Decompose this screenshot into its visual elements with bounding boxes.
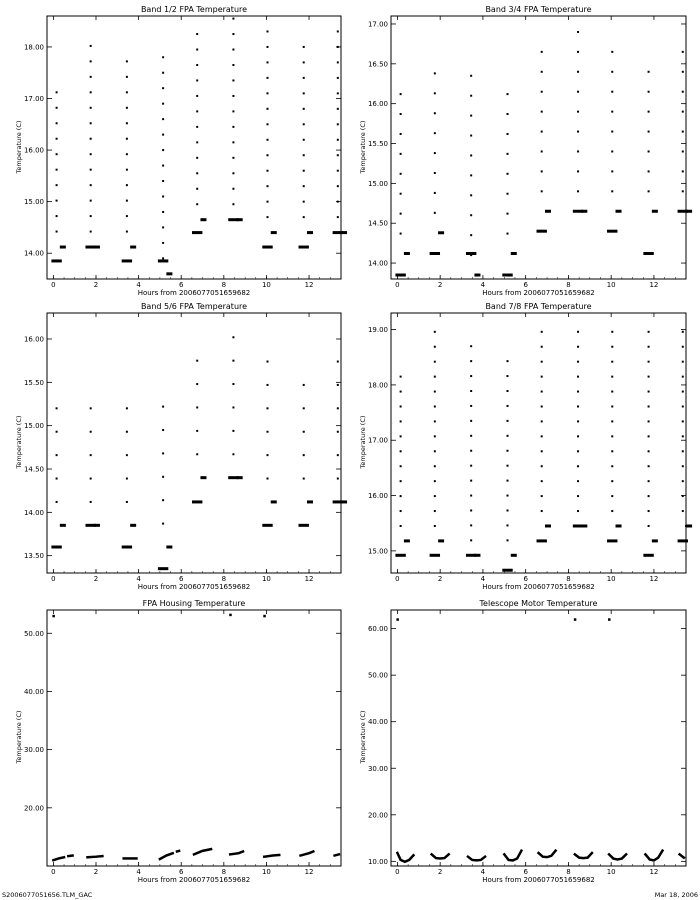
x-tick-label: 12 [304, 281, 314, 289]
x-tick-label: 6 [178, 281, 184, 289]
x-tick-label: 8 [566, 281, 571, 289]
data-line [680, 854, 684, 857]
x-tick-label: 2 [437, 575, 443, 583]
y-tick-label: 40.00 [23, 687, 44, 696]
y-tick-label: 50.00 [23, 629, 44, 638]
y-tick-label: 16.50 [367, 60, 388, 69]
x-axis-label: Hours from 2006077051659682 [137, 876, 251, 884]
y-tick-label: 18.00 [367, 381, 388, 390]
footer-filename: S2006077051656.TLM_GAC [2, 891, 93, 899]
x-tick-label: 8 [221, 281, 227, 289]
data-line [397, 853, 413, 862]
x-axis-label: Hours from 2006077051659682 [482, 876, 595, 884]
x-tick-label: 0 [395, 868, 400, 876]
x-axis-label: Hours from 2006077051659682 [137, 289, 251, 297]
data-point [574, 618, 577, 621]
y-tick-label: 14.00 [367, 259, 388, 268]
x-tick-label: 10 [606, 868, 616, 876]
y-tick-label: 15.00 [367, 547, 388, 556]
x-tick-label: 10 [606, 281, 616, 289]
x-tick-label: 4 [480, 281, 486, 289]
data-line [645, 851, 662, 861]
y-tick-label: 13.50 [23, 552, 44, 561]
x-tick-label: 10 [261, 868, 271, 876]
chart-title: FPA Housing Temperature [142, 599, 246, 608]
y-tick-label: 50.00 [367, 671, 388, 680]
data-point [396, 618, 399, 621]
y-axis-label: Temperature (C) [15, 710, 23, 764]
x-tick-label: 10 [261, 575, 271, 583]
y-tick-label: 15.00 [23, 198, 44, 207]
y-tick-label: 30.00 [367, 764, 388, 773]
x-tick-label: 4 [136, 281, 141, 289]
x-tick-label: 10 [606, 575, 616, 583]
y-tick-label: 14.50 [23, 465, 44, 474]
y-tick-label: 15.50 [23, 378, 44, 387]
y-tick-label: 15.50 [367, 140, 388, 149]
x-tick-label: 8 [566, 868, 571, 876]
y-tick-label: 60.00 [367, 625, 388, 634]
x-tick-label: 8 [221, 575, 227, 583]
y-tick-label: 10.00 [367, 857, 388, 866]
x-tick-label: 0 [395, 281, 400, 289]
y-tick-label: 14.00 [23, 508, 44, 517]
plot-frame [391, 610, 686, 866]
data-line [468, 857, 485, 861]
y-tick-label: 20.00 [367, 811, 388, 820]
data-line [609, 854, 626, 859]
x-axis-label: Hours from 2006077051659682 [482, 289, 595, 297]
x-tick-label: 6 [178, 868, 184, 876]
y-tick-label: 15.00 [23, 422, 44, 431]
data-point [608, 618, 611, 621]
x-tick-label: 0 [51, 281, 56, 289]
x-tick-label: 6 [178, 575, 184, 583]
x-tick-label: 0 [395, 575, 400, 583]
chart-title: Band 3/4 FPA Temperature [485, 5, 592, 14]
y-tick-label: 16.00 [23, 335, 44, 344]
y-tick-label: 16.00 [23, 146, 44, 155]
x-tick-label: 0 [51, 868, 56, 876]
y-tick-label: 14.50 [367, 219, 388, 228]
x-tick-label: 4 [136, 868, 141, 876]
y-tick-label: 18.00 [23, 43, 44, 52]
y-tick-label: 15.00 [367, 179, 388, 188]
x-tick-label: 8 [566, 575, 571, 583]
data-line [432, 854, 449, 858]
footer-date: Mar 18, 2006 [654, 891, 698, 899]
chart-title: Band 1/2 FPA Temperature [140, 5, 248, 14]
y-axis-label: Temperature (C) [15, 120, 23, 173]
x-tick-label: 12 [649, 868, 659, 876]
x-tick-label: 0 [51, 575, 56, 583]
data-line [504, 851, 521, 861]
x-tick-label: 4 [480, 575, 486, 583]
y-axis-label: Temperature (C) [359, 415, 367, 469]
x-axis-label: Hours from 2006077051659682 [137, 583, 251, 591]
x-tick-label: 12 [304, 575, 314, 583]
y-tick-label: 19.00 [367, 326, 388, 335]
y-tick-label: 40.00 [367, 718, 388, 727]
y-tick-label: 17.00 [367, 436, 388, 445]
data-line [575, 853, 592, 858]
x-tick-label: 6 [523, 868, 528, 876]
y-tick-label: 17.00 [367, 20, 388, 29]
chart-title: Telescope Motor Temperature [479, 599, 598, 608]
y-axis-label: Temperature (C) [359, 120, 367, 173]
x-tick-label: 6 [523, 281, 528, 289]
y-tick-label: 30.00 [23, 746, 44, 755]
chart-title: Band 5/6 FPA Temperature [140, 302, 248, 311]
y-axis-label: Temperature (C) [359, 710, 367, 764]
y-tick-label: 16.00 [367, 492, 388, 501]
y-tick-label: 14.00 [23, 249, 44, 258]
x-tick-label: 10 [261, 281, 271, 289]
x-tick-label: 2 [93, 868, 99, 876]
x-tick-label: 4 [480, 868, 486, 876]
y-axis-label: Temperature (C) [15, 415, 23, 469]
x-tick-label: 6 [523, 575, 528, 583]
x-axis-label: Hours from 2006077051659682 [482, 583, 595, 591]
x-tick-label: 4 [136, 575, 141, 583]
x-tick-label: 2 [93, 575, 99, 583]
x-tick-label: 12 [304, 868, 314, 876]
data-line [539, 851, 556, 858]
x-tick-label: 12 [649, 575, 659, 583]
y-tick-label: 17.00 [23, 95, 44, 104]
chart-title: Band 7/8 FPA Temperature [485, 302, 592, 311]
x-tick-label: 2 [437, 281, 443, 289]
x-tick-label: 12 [649, 281, 659, 289]
x-tick-label: 8 [221, 868, 227, 876]
y-tick-label: 20.00 [23, 804, 44, 813]
x-tick-label: 2 [93, 281, 99, 289]
x-tick-label: 2 [437, 868, 443, 876]
y-tick-label: 16.00 [367, 100, 388, 109]
